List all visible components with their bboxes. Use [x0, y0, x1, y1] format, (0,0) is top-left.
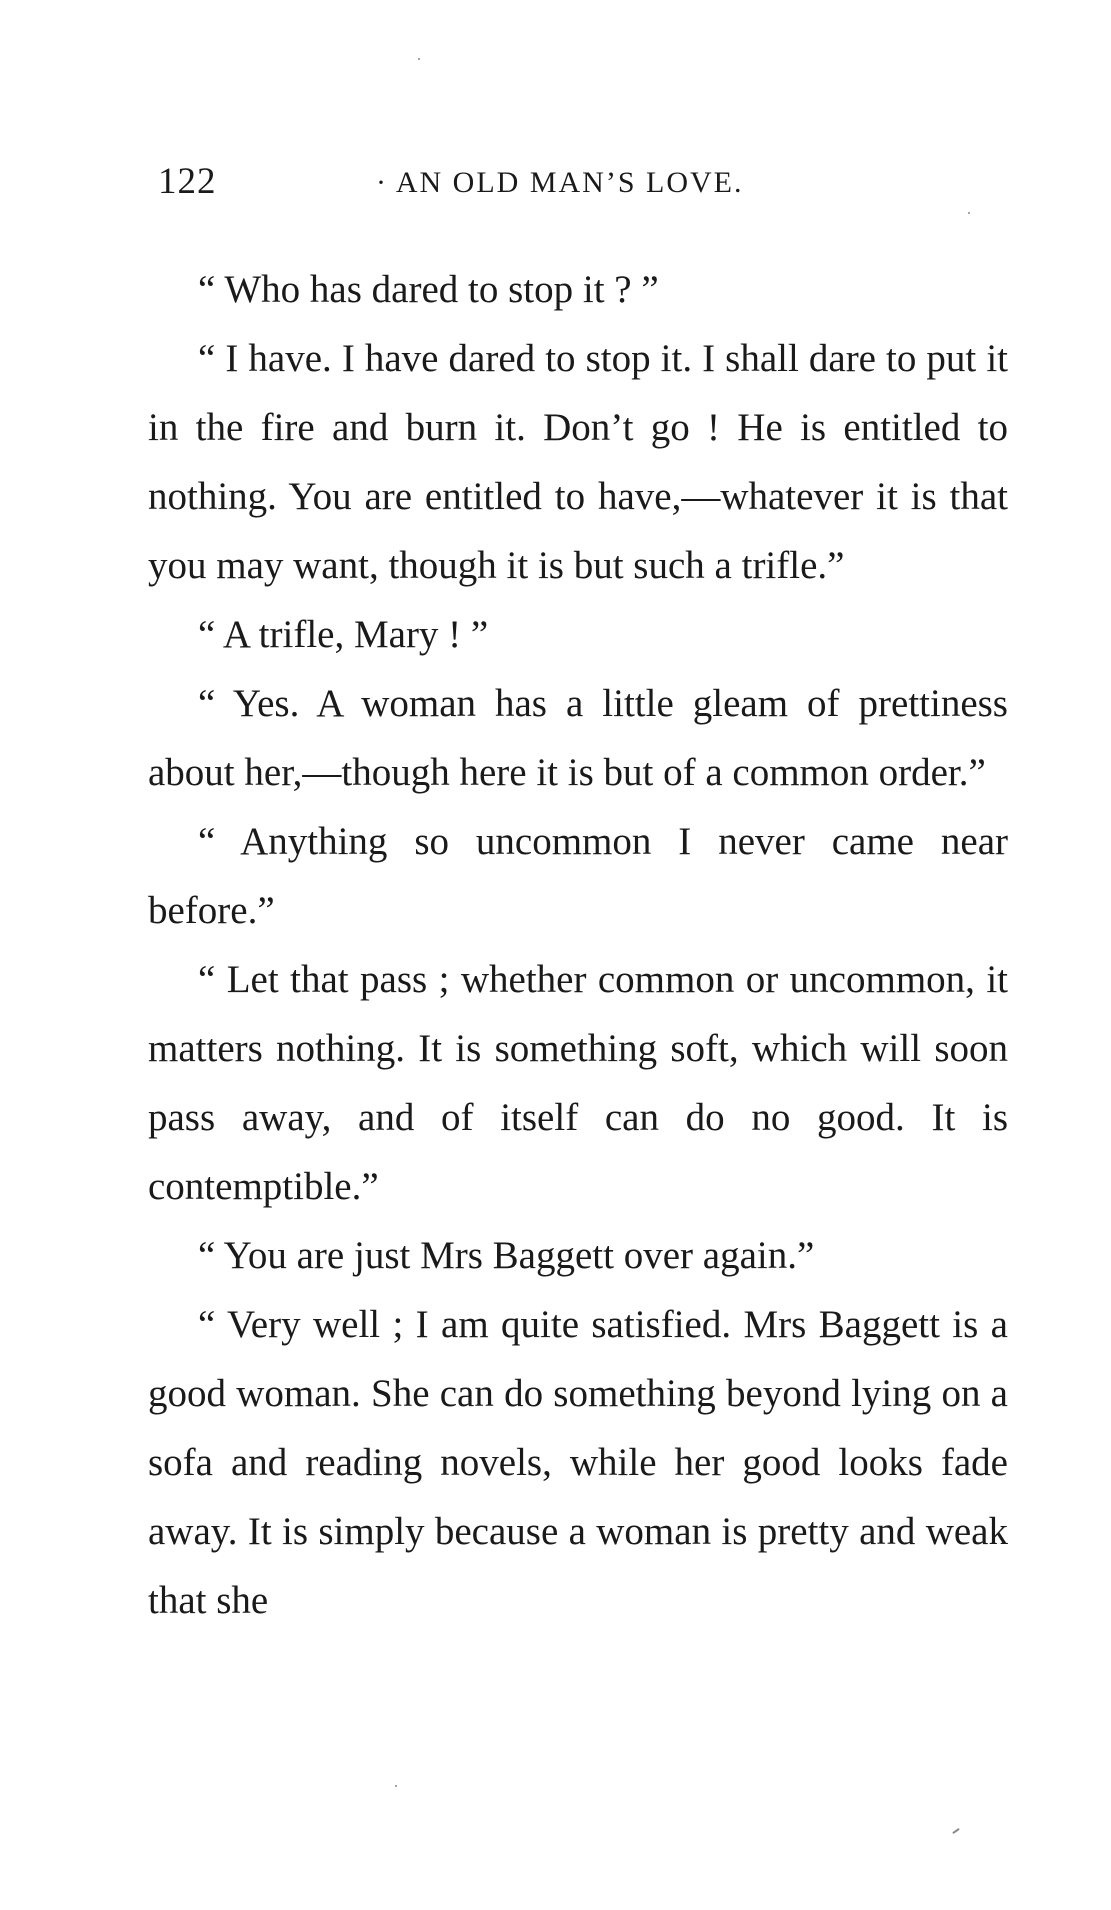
paper-speck — [952, 1828, 960, 1834]
paragraph: “ Anything so uncommon I never came near before.” — [148, 820, 1008, 932]
running-header — [158, 160, 1008, 210]
paper-speck — [418, 58, 420, 60]
paper-speck — [968, 212, 970, 214]
paragraph: “ You are just Mrs Baggett over again.” — [198, 1234, 815, 1277]
paragraph: “ Who has dared to stop it ? ” — [198, 268, 659, 311]
page-number: 122 — [158, 161, 217, 202]
paragraph: “ A trifle, Mary ! ” — [198, 613, 489, 656]
paragraph: “ I have. I have dared to stop it. I shall dare to put it in the fire and burn it. Don’t go ! He is entitled to nothing. You are entitled to have,—whatever it is that you may want, though it is but such a trifle.” — [148, 337, 1008, 587]
paragraph: “ Yes. A woman has a little gleam of prettiness about her,—though here it is but of a common order.” — [148, 682, 1008, 794]
paragraph: “ Very well ; I am quite satisfied. Mrs Baggett is a good woman. She can do something beyond lying on a sofa and reading novels, while her good looks fade away. It is simply because a woman is pretty and weak that she — [148, 1303, 1008, 1622]
body-text — [148, 255, 1008, 1635]
running-title: · AN OLD MAN’S LOVE. — [376, 166, 744, 199]
paragraph: “ Let that pass ; whether common or uncommon, it matters nothing. It is something soft, which will soon pass away, and of itself can do no good. It is contemptible.” — [148, 958, 1008, 1208]
paper-speck — [395, 1785, 397, 1787]
